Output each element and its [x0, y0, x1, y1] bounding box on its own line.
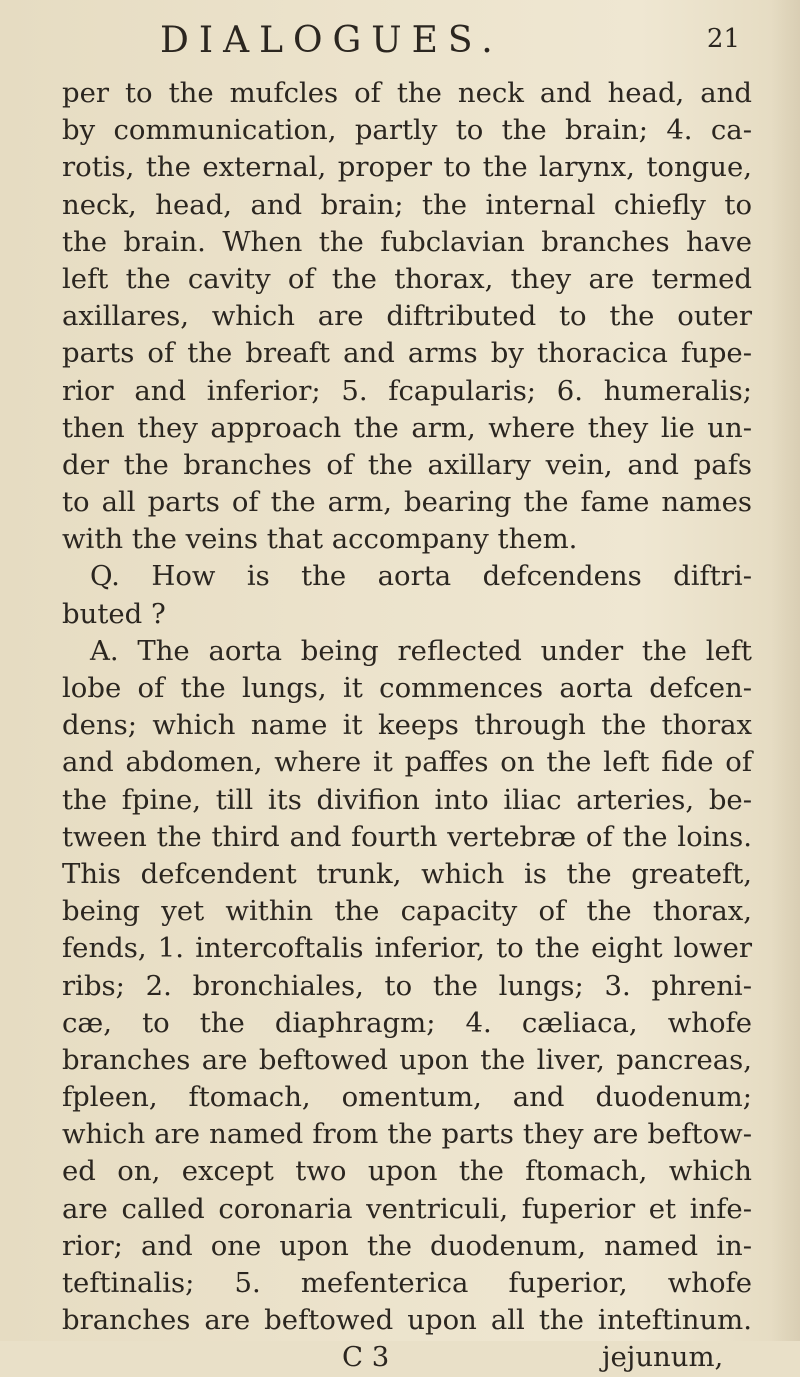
text-line: cæ, to the diaphragm; 4. cæliaca, whofe — [62, 1006, 752, 1039]
text-line: neck, head, and brain; the internal chiefly to — [62, 188, 752, 221]
page-number: 21 — [706, 24, 740, 54]
text-line: der the branches of the axillary vein, and pafs — [62, 448, 752, 481]
catchword: jejunum, — [602, 1341, 724, 1374]
text-line: are called coronaria ventriculi, fuperior et infe- — [62, 1192, 752, 1225]
answer-line: A. The aorta being reflected under the left — [90, 634, 752, 667]
text-line: the fpine, till its divifion into iliac arteries, be- — [62, 783, 752, 816]
text-line: dens; which name it keeps through the thorax — [62, 709, 752, 742]
text-line: with the veins that accompany them. — [62, 523, 578, 556]
text-line: fends, 1. intercoftalis inferior, to the eight lower — [62, 932, 752, 965]
text-line: This defcendent trunk, which is the greateft, — [62, 857, 752, 890]
text-line: ribs; 2. bronchiales, to the lungs; 3. phreni- — [62, 969, 752, 1002]
text-line: then they approach the arm, where they lie un- — [62, 411, 752, 444]
text-line: left the cavity of the thorax, they are termed — [62, 262, 752, 295]
text-line: buted ? — [62, 597, 166, 630]
text-line: ed on, except two upon the ftomach, which — [62, 1155, 752, 1188]
text-line: per to the mufcles of the neck and head, and — [62, 77, 752, 109]
text-line: being yet within the capacity of the thorax, — [62, 895, 752, 928]
body-text — [62, 75, 752, 1377]
question-line: Q. How is the aorta defcendens diftri- — [90, 560, 752, 593]
page-edge-shadow — [770, 0, 800, 1341]
text-line: teftinalis; 5. mefenterica fuperior, whofe — [62, 1267, 752, 1299]
text-line: parts of the breaft and arms by thoracica fupe- — [62, 337, 752, 370]
text-line: by communication, partly to the brain; 4. ca- — [62, 114, 752, 147]
signature-mark: C 3 — [342, 1341, 390, 1374]
text-line: rotis, the external, proper to the larynx, tongue, — [62, 151, 752, 184]
text-line: lobe of the lungs, it commences aorta defcen- — [62, 672, 752, 704]
text-line: and abdomen, where it paffes on the left fide of — [62, 746, 752, 779]
text-line: axillares, which are diftributed to the outer — [62, 300, 752, 333]
text-line: fpleen, ftomach, omentum, and duodenum; — [62, 1081, 752, 1114]
page-footer — [62, 1339, 752, 1376]
running-head — [160, 20, 740, 70]
text-line: the brain. When the fubclavian branches have — [62, 225, 752, 258]
text-line: tween the third and fourth vertebræ of the loins. — [62, 820, 752, 853]
text-line: to all parts of the arm, bearing the fame names — [62, 486, 752, 519]
text-line: rior and inferior; 5. fcapularis; 6. humeralis; — [62, 374, 752, 407]
text-line: rior; and one upon the duodenum, named in- — [62, 1229, 752, 1262]
text-line: branches are beftowed upon all the inteftinum. — [62, 1304, 752, 1337]
text-line: which are named from the parts they are beftow- — [62, 1118, 752, 1151]
running-title: DIALOGUES. — [160, 20, 503, 61]
text-line: branches are beftowed upon the liver, pancreas, — [62, 1043, 752, 1076]
